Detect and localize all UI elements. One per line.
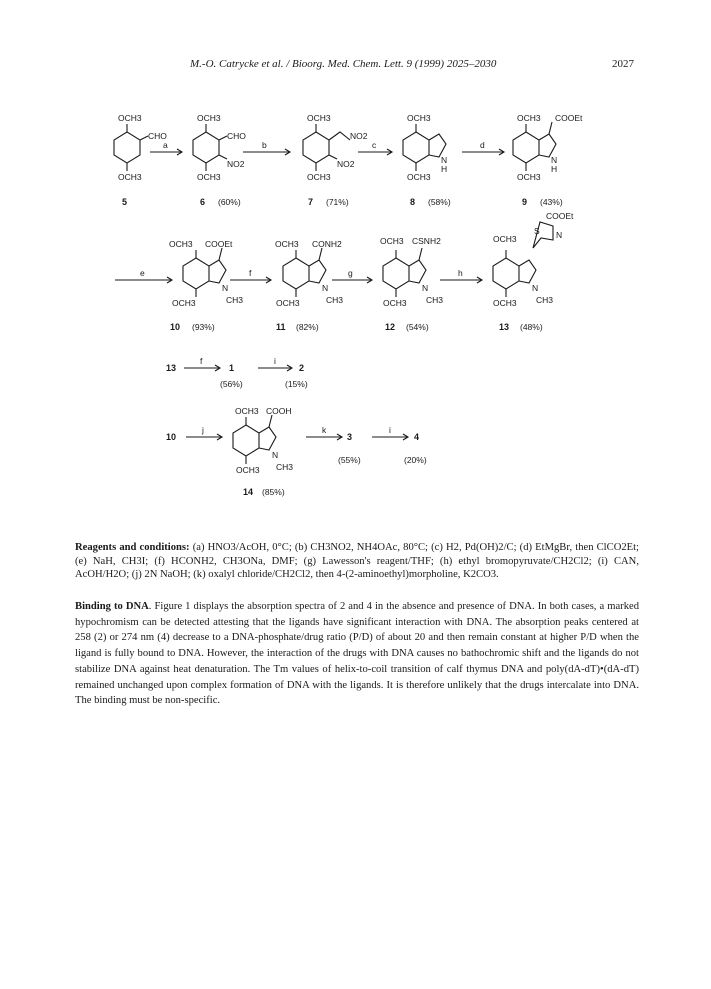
row4-start: 10 [166,432,177,442]
arrow-label-f: f [249,268,252,278]
group-och3: OCH3 [118,113,142,123]
group-cooet: COOEt [205,239,233,249]
group-och3: OCH3 [517,172,541,182]
yield-11: (82%) [296,322,319,332]
arrow-label-b: b [262,140,267,150]
compound-9: 9 [522,197,528,207]
ring-7 [303,132,329,163]
group-n: N [532,283,539,293]
product-3: 3 [347,432,353,442]
yield-1: (56%) [220,379,243,389]
group-n: N [551,155,558,165]
group-n: N [441,155,448,165]
group-cooh: COOH [266,406,292,416]
arrow-label-c: c [372,140,377,150]
group-ch3: CH3 [326,295,344,305]
compound-13: 13 [499,322,510,332]
compound-5: 5 [122,197,128,207]
group-och3: OCH3 [517,113,541,123]
group-och3: OCH3 [307,172,331,182]
group-n: N [272,450,279,460]
group-n: N [322,283,329,293]
arrow-label-e: e [140,268,145,278]
group-och3: OCH3 [236,465,260,475]
binding-text: . Figure 1 displays the absorption spectra of 2 and 4 in the absence and presence of DNA. In both cases, a marked hypochromism can be detected attesting that the ligands have significant interaction with DNA. The absorption peaks centered at 258 (2) or 274 nm (4) decrease to a DNA-phosphate/drug ratio (P/D) of about 20 and then remain constant at higher P/D when the ligand is fully bound to DNA. However, the interaction of the drugs with DNA causes no bathochromic shift and the ligands do not stabilize DNA against heat denaturation. The Tm values of helix-to-coil transition of calf thymus DNA and poly(dA-dT)•(dA-dT) remained unchanged upon complex formation of DNA with the ligands. It is therefore unlikely that the drugs intercalate into DNA. The binding must be non-specific. [75,601,640,707]
arrow-label-j: j [202,425,204,435]
arrow-label-g: g [348,268,353,278]
yield-13: (48%) [520,322,543,332]
group-och3: OCH3 [235,406,259,416]
arrow-label-h: h [458,268,463,278]
group-och3: OCH3 [407,172,431,182]
group-h: H [441,164,448,174]
arrow-label-i2: i [389,425,391,435]
ring-6 [193,132,219,163]
compound-10: 10 [170,322,181,332]
group-cooet: COOEt [555,113,583,123]
ring-10 [183,258,209,289]
compound-8: 8 [410,197,416,207]
group-cho: CHO [227,131,246,141]
product-2: 2 [299,363,305,373]
group-ch3: CH3 [536,295,554,305]
group-cooet: COOEt [546,211,574,221]
arrow-label-f2: f [200,356,203,366]
product-1: 1 [229,363,235,373]
group-och3: OCH3 [118,172,142,182]
yield-3: (55%) [338,455,361,465]
compound-11: 11 [276,322,286,332]
group-n: N [222,283,229,293]
binding-paragraph [75,599,639,709]
yield-7: (71%) [326,197,349,207]
ring-9 [513,132,539,163]
group-och3: OCH3 [275,239,299,249]
compound-7: 7 [308,197,314,207]
binding-heading: Binding to DNA [75,601,149,612]
group-och3: OCH3 [380,236,404,246]
arrow-label-i: i [274,356,276,366]
compound-12: 12 [385,322,396,332]
ring-11 [283,258,309,289]
group-n: N [556,230,563,240]
group-ch3: CH3 [426,295,444,305]
compound-6: 6 [200,197,206,207]
compound-14: 14 [243,487,254,497]
reagents-conditions [75,541,639,582]
group-ch3: CH3 [226,295,244,305]
group-och3: OCH3 [493,234,517,244]
group-och3: OCH3 [197,172,221,182]
group-s: S [534,226,540,236]
group-och3: OCH3 [172,298,196,308]
group-ch3: CH3 [276,462,294,472]
ring-13 [493,258,519,289]
group-och3: OCH3 [197,113,221,123]
yield-9: (43%) [540,197,563,207]
group-och3: OCH3 [169,239,193,249]
conditions-heading: Reagents and conditions: [75,542,190,553]
row3-start: 13 [166,363,177,373]
group-no2: NO2 [227,159,245,169]
yield-6: (60%) [218,197,241,207]
product-4: 4 [414,432,420,442]
arrow-label-k: k [322,425,327,435]
yield-8: (58%) [428,197,451,207]
yield-10: (93%) [192,322,215,332]
group-och3: OCH3 [493,298,517,308]
group-h: H [551,164,558,174]
group-och3: OCH3 [276,298,300,308]
group-no2: NO2 [337,159,355,169]
arrow-label-a: a [163,140,168,150]
group-csnh2: CSNH2 [412,236,441,246]
running-title: M.-O. Catrycke et al. / Bioorg. Med. Chem. Lett. 9 (1999) 2025–2030 [190,58,497,70]
group-no2: NO2 [350,131,368,141]
group-n: N [422,283,429,293]
conditions-text: (a) HNO3/AcOH, 0°C; (b) CH3NO2, NH4OAc, 80°C; (c) H2, Pd(OH)2/C; (d) EtMgBr, then ClCO2Et; (e) NaH, CH3I; (f) HCONH2, CH3ONa, DMF; (g) Lawesson's reagent/THF; (h) ethyl bromopyruvate/CH2Cl2; (i) CAN, AcOH/H2O; (j) 2N NaOH; (k) oxalyl chloride/CH2Cl2, then 4-(2-aminoethyl)morpholine, K2CO3. [75,542,639,581]
ring-8 [403,132,429,163]
group-och3: OCH3 [307,113,331,123]
group-conh2: CONH2 [312,239,342,249]
arrow-label-d: d [480,140,485,150]
yield-2: (15%) [285,379,308,389]
group-och3: OCH3 [407,113,431,123]
group-cho: CHO [148,131,167,141]
yield-14: (85%) [262,487,285,497]
yield-4: (20%) [404,455,427,465]
ring-5 [114,132,140,163]
ring-12 [383,258,409,289]
yield-12: (54%) [406,322,429,332]
ring-14 [233,425,259,456]
group-och3: OCH3 [383,298,407,308]
page-number: 2027 [612,58,634,70]
